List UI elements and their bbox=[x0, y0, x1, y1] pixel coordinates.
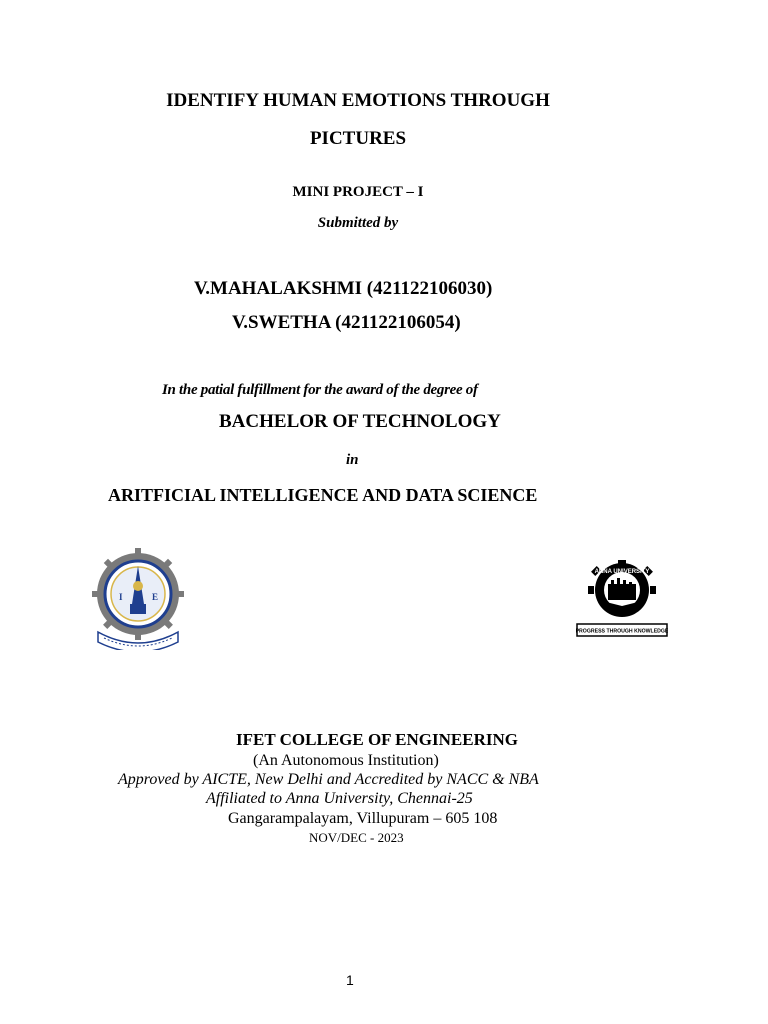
anna-university-seal-icon bbox=[576, 560, 668, 638]
seal-motto: PROGRESS THROUGH KNOWLEDGE bbox=[576, 628, 668, 635]
svg-text:I: I bbox=[119, 592, 123, 602]
degree-title: BACHELOR OF TECHNOLOGY bbox=[219, 411, 501, 432]
seal-arc-text: ANNA UNIVERSITY bbox=[594, 569, 650, 575]
college-address: Gangarampalayam, Villupuram – 605 108 bbox=[228, 810, 498, 827]
student-1: V.MAHALAKSHMI (421122106030) bbox=[194, 278, 493, 299]
partial-fulfillment-text: In the patial fulfillment for the award of the degree of bbox=[162, 382, 478, 398]
title-line-1: IDENTIFY HUMAN EMOTIONS THROUGH bbox=[166, 90, 550, 111]
student-2: V.SWETHA (421122106054) bbox=[232, 312, 461, 333]
college-name: IFET COLLEGE OF ENGINEERING bbox=[236, 730, 518, 749]
svg-text:E: E bbox=[152, 592, 159, 602]
college-status: (An Autonomous Institution) bbox=[253, 752, 439, 769]
project-label: MINI PROJECT – I bbox=[292, 184, 424, 200]
ifet-college-emblem-icon bbox=[92, 546, 184, 650]
college-approval: Approved by AICTE, New Delhi and Accredited by NACC & NBA bbox=[118, 771, 539, 788]
submission-date: NOV/DEC - 2023 bbox=[309, 830, 404, 845]
in-word: in bbox=[346, 452, 359, 468]
college-affiliation: Affiliated to Anna University, Chennai-25 bbox=[206, 790, 473, 807]
department-title: ARITFICIAL INTELLIGENCE AND DATA SCIENCE bbox=[108, 485, 538, 505]
title-line-2: PICTURES bbox=[309, 128, 407, 149]
submitted-by-label: Submitted by bbox=[317, 215, 399, 231]
page-number: 1 bbox=[346, 972, 354, 988]
